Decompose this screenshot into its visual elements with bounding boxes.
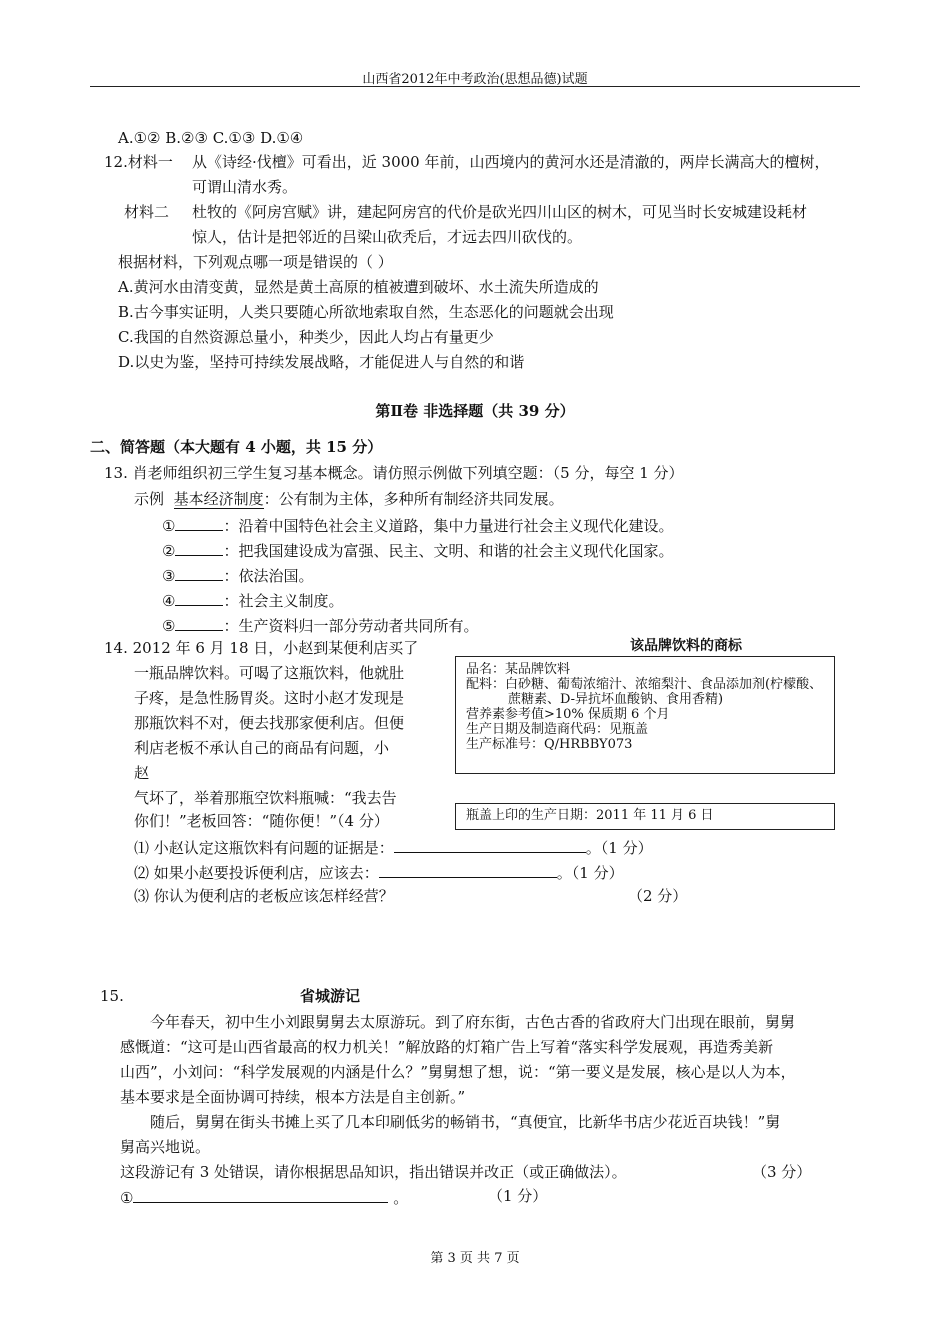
q13-item-number: ② xyxy=(162,542,176,560)
q13-item-2 xyxy=(162,539,673,561)
q11-options: A.①② B.②③ C.①③ D.①④ xyxy=(118,129,304,147)
q13-blank-2[interactable] xyxy=(175,539,223,556)
q12-stem: 根据材料，下列观点哪一项是错误的（ ） xyxy=(118,253,393,271)
q13-item-number: ⑤ xyxy=(162,617,176,635)
q13-example-prefix: 示例 xyxy=(134,490,165,508)
q12-option-d: D.以史为鉴，坚持可持续发展战略，才能促进人与自然的和谐 xyxy=(118,353,525,371)
q15-text-line-6: 舅高兴地说。 xyxy=(120,1138,211,1156)
q14-sub-2-blank[interactable] xyxy=(379,861,557,878)
q13-example xyxy=(134,489,564,509)
q15-text-line-3: 山西”，小刘问：“科学发展观的内涵是什么？”舅舅想了想，说：“第一要义是发展，核心是以人为本， xyxy=(120,1063,796,1081)
q14-sub-2 xyxy=(134,861,624,883)
q13-item-text: ：生产资料归一部分劳动者共同所有。 xyxy=(223,617,479,635)
q14-label-line-4: 营养素参考值>10% 保质期 6 个月 xyxy=(466,707,670,722)
q15-number: 15. xyxy=(100,987,124,1005)
q13-item-5 xyxy=(162,614,478,636)
q13-example-term: 基本经济制度 xyxy=(173,490,264,508)
part2-title: 第Ⅱ卷 非选择题（共 39 分） xyxy=(375,402,575,420)
q15-instruction: 这段游记有 3 处错误，请你根据思品知识，指出错误并改正（或正确做法）。 xyxy=(120,1163,627,1181)
q14-line-5: 利店老板不承认自己的商品有问题，小 xyxy=(134,739,390,757)
q15-title: 省城游记 xyxy=(300,987,361,1005)
q13-blank-4[interactable] xyxy=(175,589,223,606)
q13-item-4 xyxy=(162,589,343,611)
q13-item-text: ：把我国建设成为富强、民主、文明、和谐的社会主义现代化国家。 xyxy=(223,542,674,560)
q14-label-line-3: 蔗糖素、D-异抗坏血酸钠、食用香精) xyxy=(508,692,724,707)
q14-label-line-6: 生产标准号：Q/HRBBY073 xyxy=(466,737,633,752)
q15-text-line-2: 感慨道：“这可是山西省最高的权力机关！”解放路的灯箱广告上写着“落实科学发展观，再造秀美新 xyxy=(120,1038,774,1056)
q15-answer-1 xyxy=(120,1186,408,1208)
header-rule xyxy=(90,86,860,87)
section2-title: 二、简答题（本大题有 4 小题，共 15 分） xyxy=(90,438,383,456)
q14-line-3: 子疼，是急性肠胃炎。这时小赵才发现是 xyxy=(134,689,405,707)
q15-answer-number: ① xyxy=(120,1189,134,1207)
q14-label-line-2: 配料：白砂糖、葡萄浓缩汁、浓缩梨汁、食品添加剂(柠檬酸、 xyxy=(466,677,823,692)
q12-option-c: C.我国的自然资源总量小，种类少，因此人均占有量更少 xyxy=(118,328,494,346)
q14-sub-3-text: ⑶ 你认为便利店的老板应该怎样经营？ xyxy=(134,887,394,905)
q12-option-a: A.黄河水由清变黄，显然是黄土高原的植被遭到破坏、水土流失所造成的 xyxy=(118,278,599,296)
q12-material2-line2: 惊人，估计是把邻近的吕梁山砍秃后，才远去四川砍伐的。 xyxy=(192,228,583,246)
page-header-title: 山西省2012年中考政治(思想品德)试题 xyxy=(362,72,588,87)
q13-example-definition: ：公有制为主体，多种所有制经济共同发展。 xyxy=(263,490,564,508)
q13-blank-1[interactable] xyxy=(175,514,223,531)
q14-sub-1 xyxy=(134,836,653,858)
q14-line-4: 那瓶饮料不对，便去找那家便利店。但便 xyxy=(134,714,405,732)
q14-sub-3-score: （2 分） xyxy=(628,887,688,905)
q14-label-title: 该品牌饮料的商标 xyxy=(630,638,742,654)
q15-answer-score: （1 分） xyxy=(488,1187,548,1205)
q14-cap-date-text: 瓶盖上印的生产日期：2011 年 11 月 6 日 xyxy=(466,808,714,823)
q14-line-1: 14. 2012 年 6 月 18 日，小赵到某便利店买了 xyxy=(104,639,419,657)
q14-sub-2-text: ⑵ 如果小赵要投诉便利店，应该去： xyxy=(134,864,379,882)
q14-line-8: 你们！”老板回答：“随你便！”（4 分） xyxy=(134,812,389,830)
q14-line-2: 一瓶品牌饮料。可喝了这瓶饮料，他就肚 xyxy=(134,664,405,682)
q12-material1-line1: 从《诗经·伐檀》可看出，近 3000 年前，山西境内的黄河水还是清澈的，两岸长满高大的檀树， xyxy=(192,153,830,171)
q14-cap-date-box xyxy=(455,803,835,830)
q15-answer-blank[interactable] xyxy=(133,1186,388,1203)
q15-instruction-score: （3 分） xyxy=(752,1163,812,1181)
q13-item-text: ：社会主义制度。 xyxy=(223,592,344,610)
q12-material2-label: 材料二 xyxy=(124,203,170,221)
q15-text-line-1: 今年春天，初中生小刘跟舅舅去太原游玩。到了府东街，古色古香的省政府大门出现在眼前，舅舅 xyxy=(150,1013,796,1031)
q15-text-line-4: 基本要求是全面协调可持续，根本方法是自主创新。” xyxy=(120,1088,466,1106)
q12-material1-line2: 可谓山清水秀。 xyxy=(192,178,298,196)
q14-sub-1-text: ⑴ 小赵认定这瓶饮料有问题的证据是： xyxy=(134,839,394,857)
q14-sub-3 xyxy=(134,886,394,906)
q14-line-6: 赵 xyxy=(134,764,150,782)
q13-item-number: ③ xyxy=(162,567,176,585)
q12-material2-line1: 杜牧的《阿房宫赋》讲，建起阿房宫的代价是砍光四川山区的树木，可见当时长安城建设耗材 xyxy=(192,203,808,221)
q14-sub-1-score: 。（1 分） xyxy=(585,839,653,857)
q14-sub-2-score: 。（1 分） xyxy=(556,864,624,882)
q15-answer-tail: 。 xyxy=(393,1189,409,1207)
q13-blank-3[interactable] xyxy=(175,564,223,581)
q14-label-line-1: 品名：某品牌饮料 xyxy=(466,662,571,677)
q12-option-b: B.古今事实证明，人类只要随心所欲地索取自然，生态恶化的问题就会出现 xyxy=(118,303,614,321)
q14-label-line-5: 生产日期及制造商代码：见瓶盖 xyxy=(466,722,649,737)
q12-material1-label: 12.材料一 xyxy=(104,153,173,171)
q14-line-7: 气坏了，举着那瓶空饮料瓶喊：“我去告 xyxy=(134,789,397,807)
q13-stem: 13. 肖老师组织初三学生复习基本概念。请仿照示例做下列填空题：（5 分，每空 1 分） xyxy=(104,464,684,482)
q13-blank-5[interactable] xyxy=(175,614,223,631)
q13-item-text: ：沿着中国特色社会主义道路，集中力量进行社会主义现代化建设。 xyxy=(223,517,674,535)
q13-item-number: ④ xyxy=(162,592,176,610)
q15-text-line-5: 随后，舅舅在街头书摊上买了几本印刷低劣的畅销书，“真便宜，比新华书店少花近百块钱！”舅 xyxy=(150,1113,781,1131)
page-footer: 第 3 页 共 7 页 xyxy=(430,1251,520,1266)
q13-item-1 xyxy=(162,514,673,536)
q14-sub-1-blank[interactable] xyxy=(394,836,586,853)
q13-item-text: ：依法治国。 xyxy=(223,567,314,585)
q14-product-label-box xyxy=(455,656,835,774)
q13-item-3 xyxy=(162,564,313,586)
q13-item-number: ① xyxy=(162,517,176,535)
